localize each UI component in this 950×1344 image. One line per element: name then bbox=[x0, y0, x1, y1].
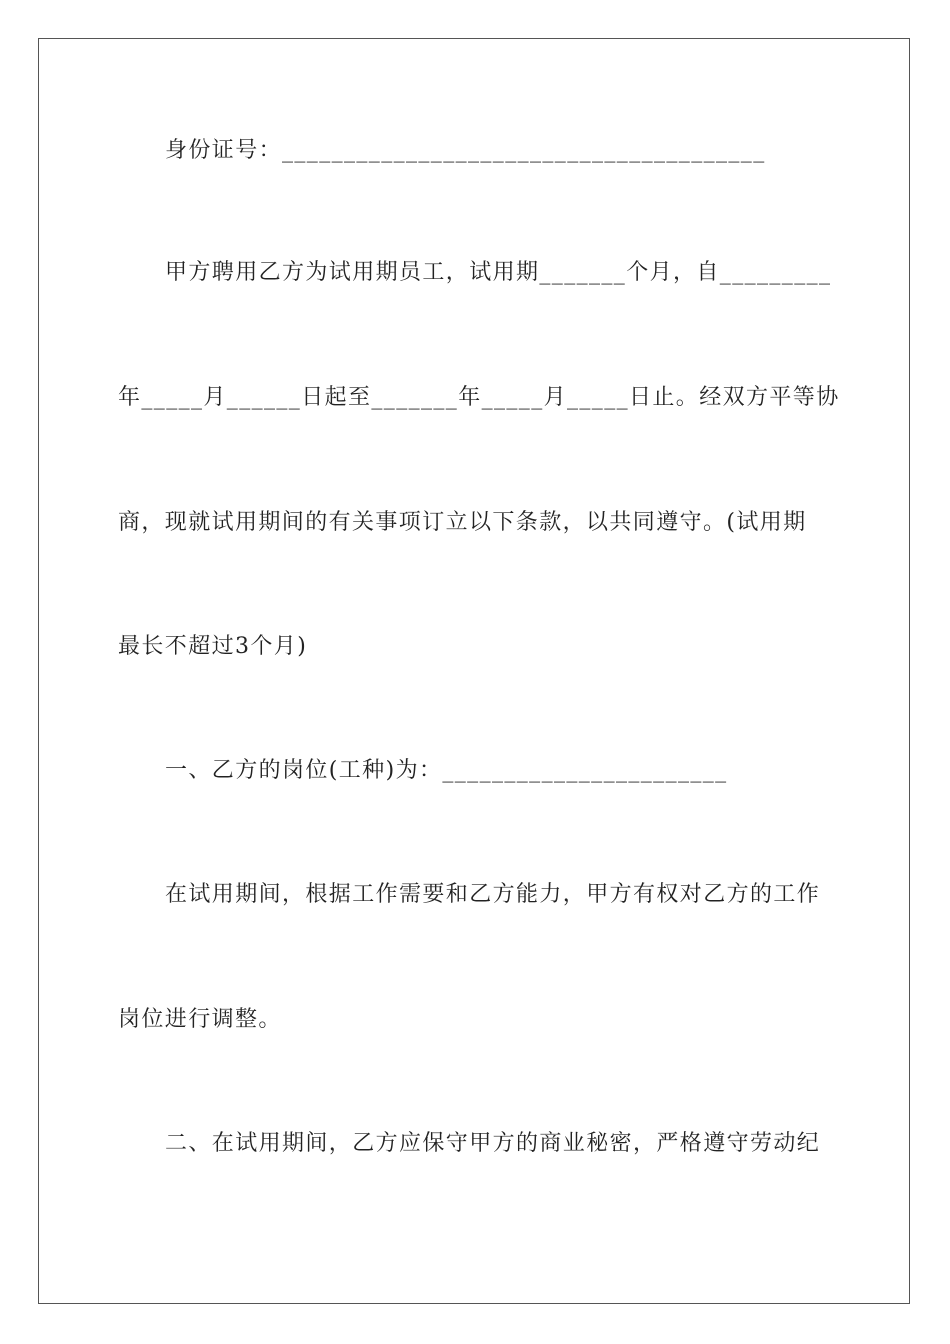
paragraph-probation-line-4: 最长不超过3个月) bbox=[118, 634, 308, 659]
paragraph-probation-line-3: 商，现就试用期间的有关事项订立以下条款，以共同遵守。(试用期 bbox=[118, 510, 807, 535]
clause-1-adjustment-line-2: 岗位进行调整。 bbox=[118, 1007, 282, 1032]
paragraph-probation-line-1: 甲方聘用乙方为试用期员工，试用期_______个月，自_________ bbox=[165, 260, 832, 285]
page-border bbox=[38, 38, 910, 1304]
clause-1-position-line: 一、乙方的岗位(工种)为：_______________________ bbox=[165, 758, 728, 783]
clause-2-line-1: 二、在试用期间，乙方应保守甲方的商业秘密，严格遵守劳动纪 bbox=[165, 1131, 821, 1156]
clause-1-adjustment-line-1: 在试用期间，根据工作需要和乙方能力，甲方有权对乙方的工作 bbox=[165, 882, 821, 907]
paragraph-probation-line-2: 年_____月______日起至_______年_____月_____日止。经双方平等协 bbox=[118, 385, 840, 410]
id-number-line: 身份证号：_______________________________________ bbox=[165, 138, 766, 163]
